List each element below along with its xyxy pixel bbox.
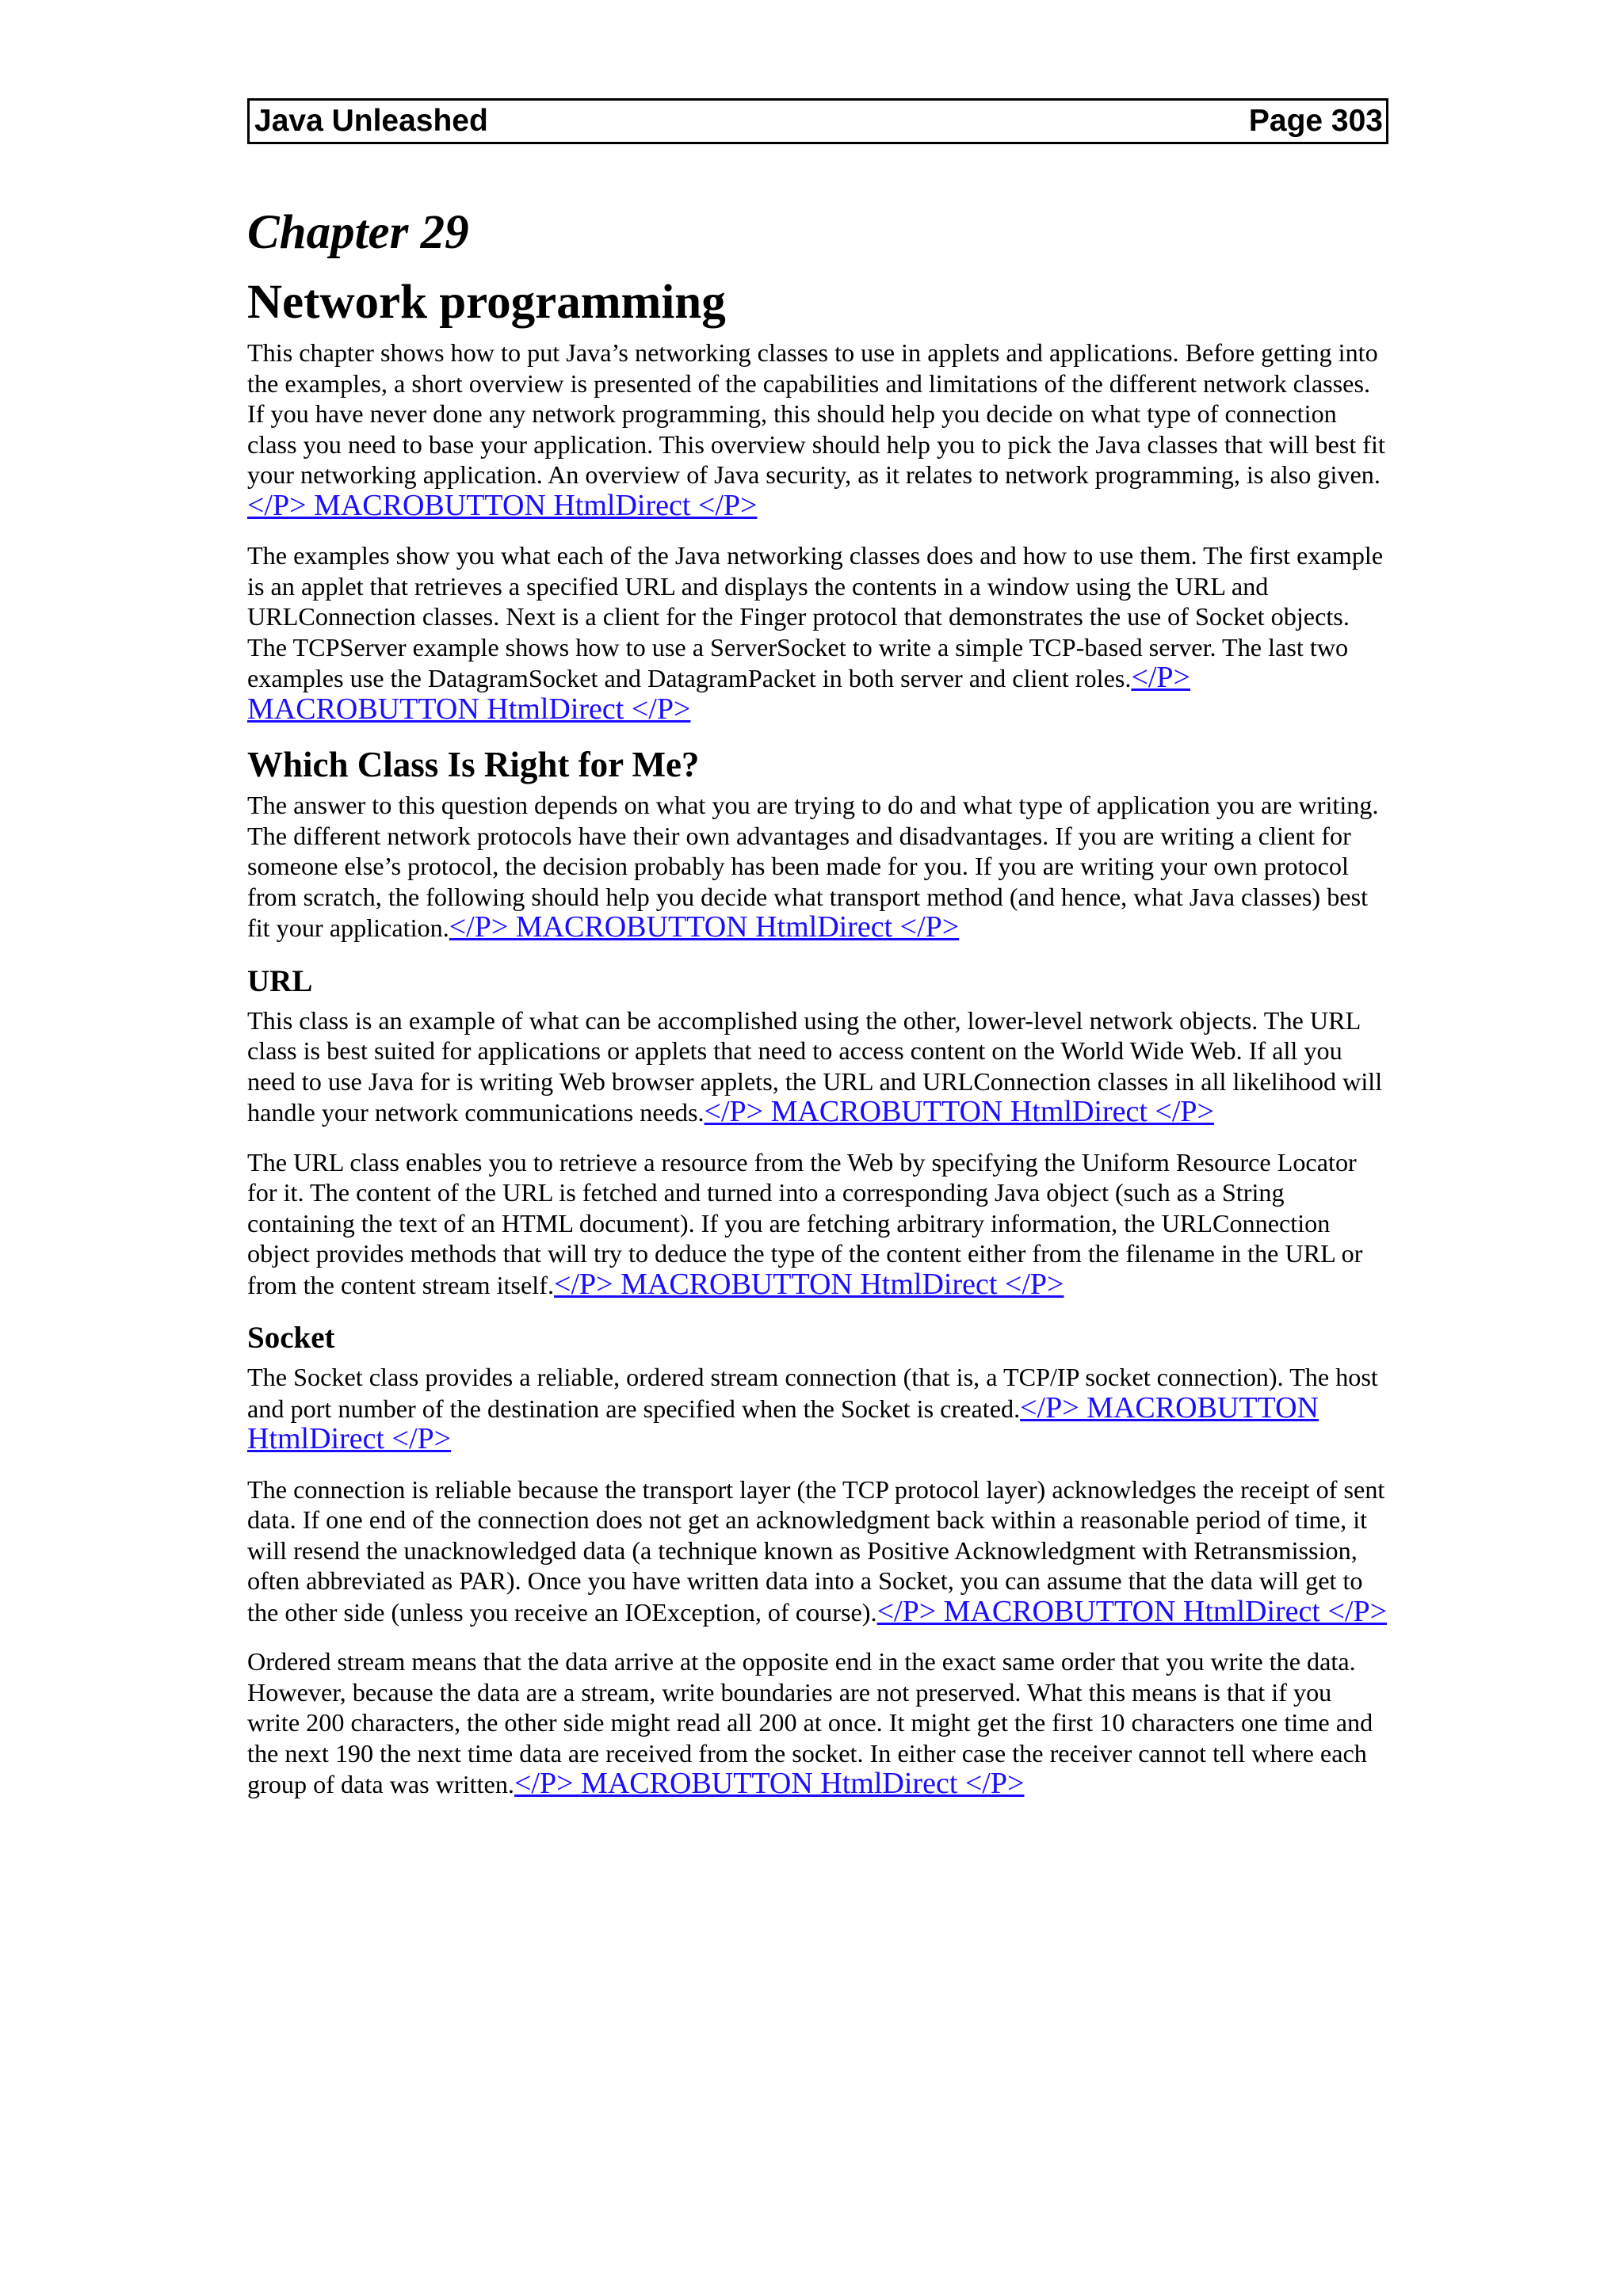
macrobutton-link[interactable]: </P> MACROBUTTON HtmlDirect </P> xyxy=(876,1594,1388,1628)
macrobutton-link[interactable]: </P> MACROBUTTON HtmlDirect </P> xyxy=(247,1390,1319,1455)
socket-paragraph-3 xyxy=(247,1646,1388,1800)
macrobutton-link[interactable]: </P> MACROBUTTON HtmlDirect </P> xyxy=(704,1095,1214,1128)
section-heading-which-class: Which Class Is Right for Me? xyxy=(247,745,700,784)
page-header xyxy=(247,98,1388,144)
chapter-label: Chapter 29 xyxy=(247,206,469,259)
paragraph-text: The examples show you what each of the Java networking classes does and how to use them. The first example is an applet that retrieves a specified URL and displays the contents in a window using the URL and URLConnection classes. Next is a client for the Finger protocol that demonstrates the use of Socket objects. The TCPServer example shows how to use a ServerSocket to write a simple TCP-based server. The last two examples use the DatagramSocket and DatagramPacket in both server and client roles. xyxy=(247,541,1384,692)
paragraph-text: The connection is reliable because the transport layer (the TCP protocol layer) acknowledges the receipt of sent data. If one end of the connection does not get an acknowledgment back within a reasonable period of time, it will resend the unacknowledged data (a technique known as Positive Acknowledgment with Retransmission, often abbreviated as PAR). Once you have written data into a Socket, you can assume that the data will get to the other side (unless you receive an IOException, of course). xyxy=(247,1474,1385,1627)
paragraph-text: The URL class enables you to retrieve a resource from the Web by specifying the Uniform Resource Locator for it. The content of the URL is fetched and turned into a corresponding Java object (such as a String containing the text of an HTML document). If you are fetching arbitrary information, the URLConnection object provides methods that will try to deduce the type of the content either from the filename in the URL or from the content stream itself. xyxy=(247,1147,1363,1299)
socket-paragraph-2 xyxy=(247,1474,1388,1628)
paragraph-text: This class is an example of what can be accomplished using the other, lower-level network objects. The URL class is best suited for applications or applets that need to access content on the World Wide Web. If all you need to use Java for is writing Web browser applets, the URL and URLConnection classes in all likelihood will handle your network communications needs. xyxy=(247,1005,1383,1127)
document-page xyxy=(247,98,1388,1819)
intro-paragraph-1 xyxy=(247,338,1388,521)
socket-paragraph-1 xyxy=(247,1362,1388,1455)
section-heading-url: URL xyxy=(247,963,313,998)
which-class-paragraph-1 xyxy=(247,790,1388,944)
macrobutton-link[interactable]: </P> MACROBUTTON HtmlDirect </P> xyxy=(554,1267,1064,1301)
chapter-title: Network programming xyxy=(247,276,726,329)
section-heading-socket: Socket xyxy=(247,1321,335,1355)
paragraph-text: This chapter shows how to put Java’s networking classes to use in applets and applications. Before getting into the examples, a short overview is presented of the capabilities and limitations of the different network classes. If you have never done any network programming, this should help you decide on what type of connection class you need to base your application. This overview should help you to pick the Java classes that will best fit your networking application. An overview of Java security, as it relates to network programming, is also given. xyxy=(247,338,1385,489)
macrobutton-link[interactable]: </P> MACROBUTTON HtmlDirect </P> xyxy=(247,488,758,522)
macrobutton-link[interactable]: </P> MACROBUTTON HtmlDirect </P> xyxy=(247,661,1190,726)
macrobutton-link[interactable]: </P> MACROBUTTON HtmlDirect </P> xyxy=(449,910,960,944)
intro-paragraph-2 xyxy=(247,540,1388,725)
paragraph-text: Ordered stream means that the data arrive at the opposite end in the exact same order that you write the data. However, because the data are a stream, write boundaries are not preserved. What this means is that if you write 200 characters, the other side might read all 200 at once. It might get the first 10 characters one time and the next 190 the next time data are received from the socket. In either case the receiver cannot tell where each group of data was written. xyxy=(247,1647,1373,1798)
paragraph-text: The answer to this question depends on what you are trying to do and what type of application you are writing. The different network protocols have their own advantages and disadvantages. If you are writing a client for someone else’s protocol, the decision probably has been made for you. If you are writing your own protocol from scratch, the following should help you decide what transport method (and hence, what Java classes) best fit your application. xyxy=(247,791,1379,942)
page-number: Page 303 xyxy=(1248,104,1383,138)
paragraph-text: The Socket class provides a reliable, ordered stream connection (that is, a TCP/IP socket connection). The host and port number of the destination are specified when the Socket is created. xyxy=(247,1363,1378,1423)
book-title: Java Unleashed xyxy=(254,104,488,138)
macrobutton-link[interactable]: </P> MACROBUTTON HtmlDirect </P> xyxy=(514,1767,1025,1800)
url-paragraph-1 xyxy=(247,1005,1388,1128)
url-paragraph-2 xyxy=(247,1147,1388,1301)
